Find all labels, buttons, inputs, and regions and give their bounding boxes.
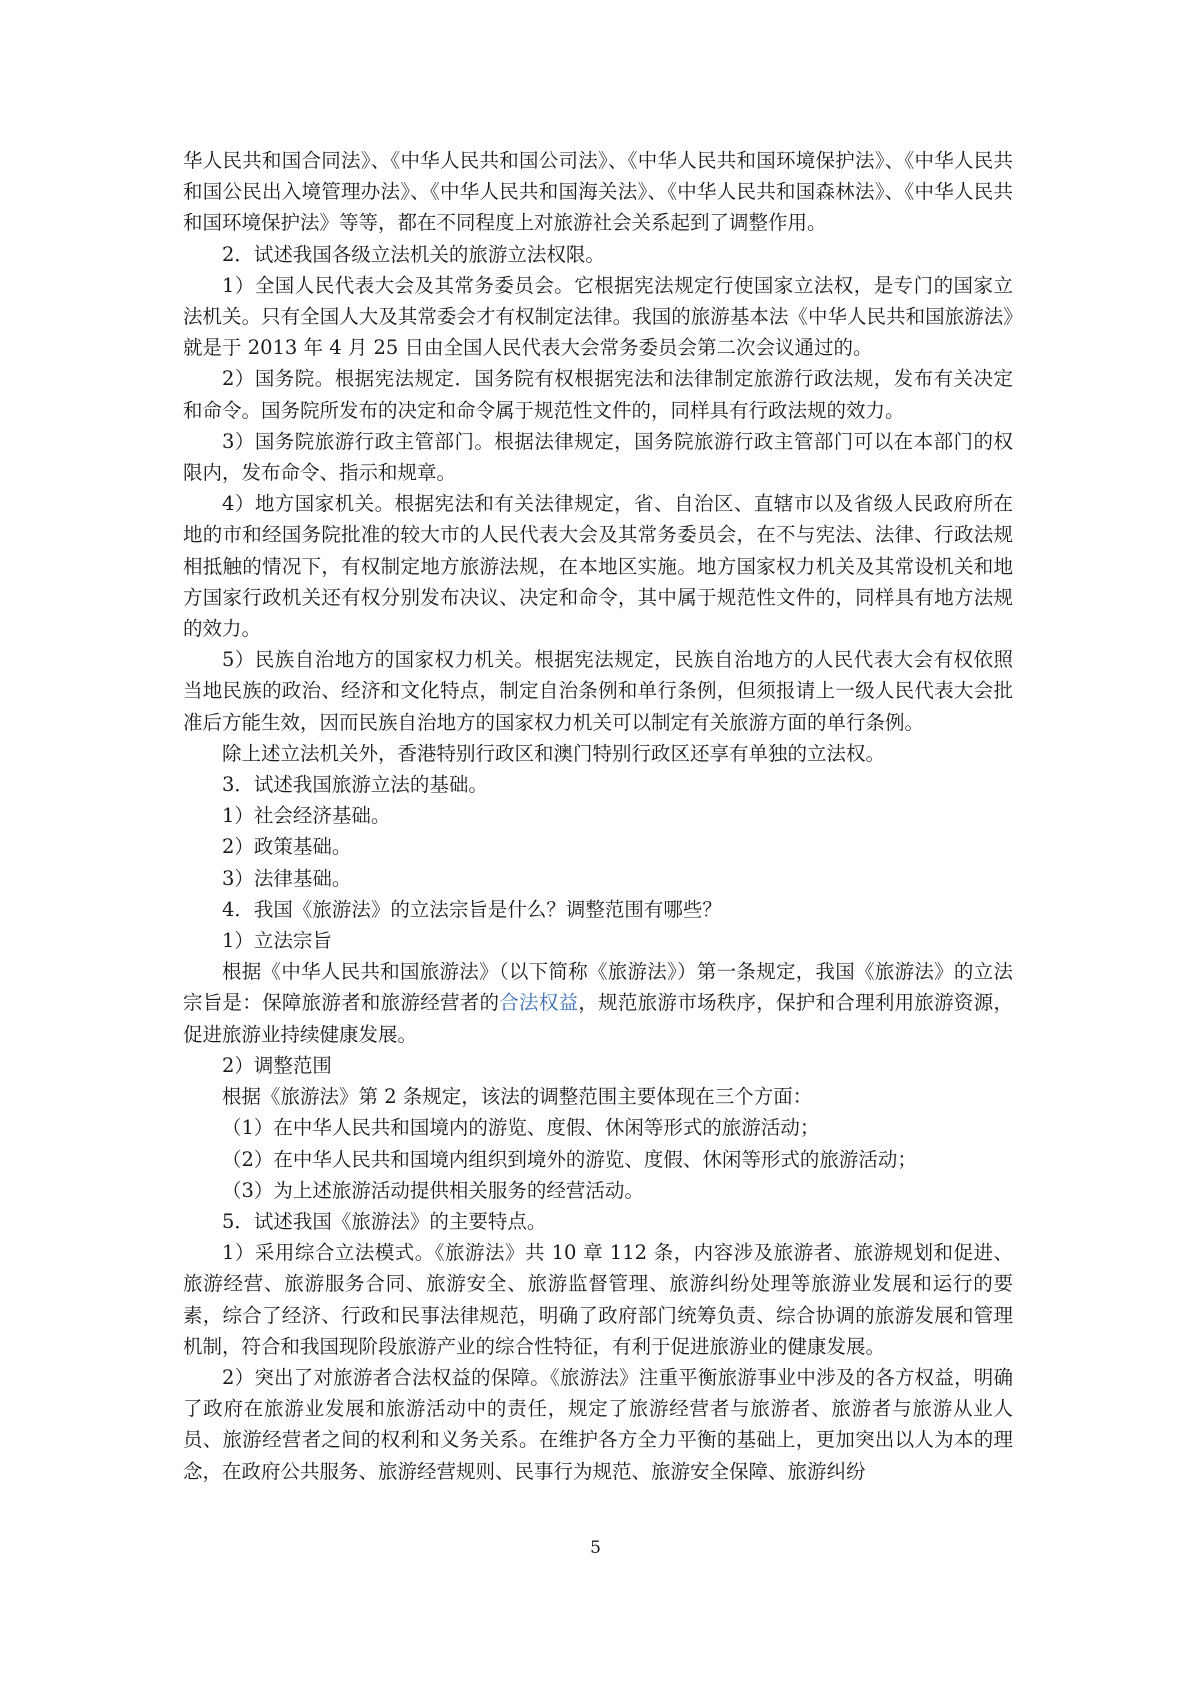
page-number: 5: [590, 1538, 601, 1558]
list-item-scope-2: （2）在中华人民共和国境内组织到境外的游览、度假、休闲等形式的旅游活动；: [222, 1147, 917, 1171]
list-item-scope-1: （1）在中华人民共和国境内的游览、度假、休闲等形式的旅游活动；: [222, 1116, 820, 1140]
list-item-legal: 3）法律基础。: [222, 866, 352, 890]
paragraph-purpose-before: 根据《中华人民共和国旅游法》（以下简称《旅游法》）第一条规定，我国《旅游法》的立法宗旨是：保障旅游者和旅游经营者的: [183, 960, 1013, 1015]
document-body: [183, 145, 1013, 1487]
heading-question-3: 3．试述我国旅游立法的基础。: [222, 773, 488, 797]
paragraph-1: 华人民共和国合同法》、《中华人民共和国公司法》、《中华人民共和国环境保护法》、《中华人民共和国公民出入境管理办法》、《中华人民共和国海关法》、《中华人民共和国森林法》、《中华人民共和国环境保护法》等等，都在不同程度上对旅游社会关系起到了调整作用。: [183, 149, 1013, 235]
list-item-policy: 2）政策基础。: [222, 835, 352, 859]
paragraph-state-council: 2）国务院。根据宪法规定．国务院有权根据宪法和法律制定旅游行政法规，发布有关决定和命令。国务院所发布的决定和命令属于规范性文件的，同样具有行政法规的效力。: [183, 367, 1013, 422]
heading-question-2: 2．试述我国各级立法机关的旅游立法权限。: [222, 242, 605, 266]
heading-question-5: 5．试述我国《旅游法》的主要特点。: [222, 1209, 547, 1233]
paragraph-purpose: [183, 956, 1013, 1050]
list-item-social-economic: 1）社会经济基础。: [222, 804, 391, 828]
paragraph-scope-intro: 根据《旅游法》第 2 条规定，该法的调整范围主要体现在三个方面：: [222, 1085, 813, 1109]
paragraph-local-organs: 4）地方国家机关。根据宪法和有关法律规定，省、自治区、直辖市以及省级人民政府所在地的市和经国务院批准的较大市的人民代表大会及其常务委员会，在不与宪法、法律、行政法规相抵触的情况下，有权制定地方旅游法规，在本地区实施。地方国家权力机关及其常设机关和地方国家行政机关还有权分别发布决议、决定和命令，其中属于规范性文件的，同样具有地方法规的效力。: [183, 492, 1013, 641]
list-item-scope-3: （3）为上述旅游活动提供相关服务的经营活动。: [222, 1178, 644, 1202]
paragraph-npc: 1）全国人民代表大会及其常务委员会。它根据宪法规定行使国家立法权，是专门的国家立法机关。只有全国人大及其常委会才有权制定法律。我国的旅游基本法《中华人民共和国旅游法》就是于 2013 年 4 月 25 日由全国人民代表大会常务委员会第二次会议通过的。: [183, 273, 1013, 360]
subheading-scope: 2）调整范围: [222, 1053, 332, 1077]
heading-question-4: 4．我国《旅游法》的立法宗旨是什么？调整范围有哪些？: [222, 897, 722, 921]
paragraph-purpose-after: ，规范旅游市场秩序，保护和合理利用旅游资源，促进旅游业持续健康发展。: [183, 991, 1013, 1046]
paragraph-feature-2: 2）突出了对旅游者合法权益的保障。《旅游法》注重平衡旅游事业中涉及的各方权益，明确了政府在旅游业发展和旅游活动中的责任，规定了旅游经营者与旅游者、旅游者与旅游从业人员、旅游经营者之间的权利和义务关系。在维护各方全力平衡的基础上，更加突出以人为本的理念，在政府公共服务、旅游经营规则、民事行为规范、旅游安全保障、旅游纠纷: [183, 1365, 1013, 1483]
subheading-purpose: 1）立法宗旨: [222, 929, 332, 953]
paragraph-tourism-authority: 3）国务院旅游行政主管部门。根据法律规定，国务院旅游行政主管部门可以在本部门的权限内，发布命令、指示和规章。: [183, 429, 1013, 485]
paragraph-autonomous-regions: 5）民族自治地方的国家权力机关。根据宪法规定，民族自治地方的人民代表大会有权依照当地民族的政治、经济和文化特点，制定自治条例和单行条例，但须报请上一级人民代表大会批准后方能生效，因而民族自治地方的国家权力机关可以制定有关旅游方面的单行条例。: [183, 648, 1013, 734]
paragraph-hk-macau: 除上述立法机关外，香港特别行政区和澳门特别行政区还享有单独的立法权。: [222, 741, 886, 765]
paragraph-feature-1: 1）采用综合立法模式。《旅游法》共 10 章 112 条，内容涉及旅游者、旅游规划和促进、旅游经营、旅游服务合同、旅游安全、旅游监督管理、旅游纠纷处理等旅游业发展和运行的要素，综合了经济、行政和民事法律规范，明确了政府部门统筹负责、综合协调的旅游发展和管理机制，符合和我国现阶段旅游产业的综合性特征，有利于促进旅游业的健康发展。: [183, 1241, 1013, 1358]
legal-rights-link[interactable]: 合法权益: [499, 991, 579, 1015]
